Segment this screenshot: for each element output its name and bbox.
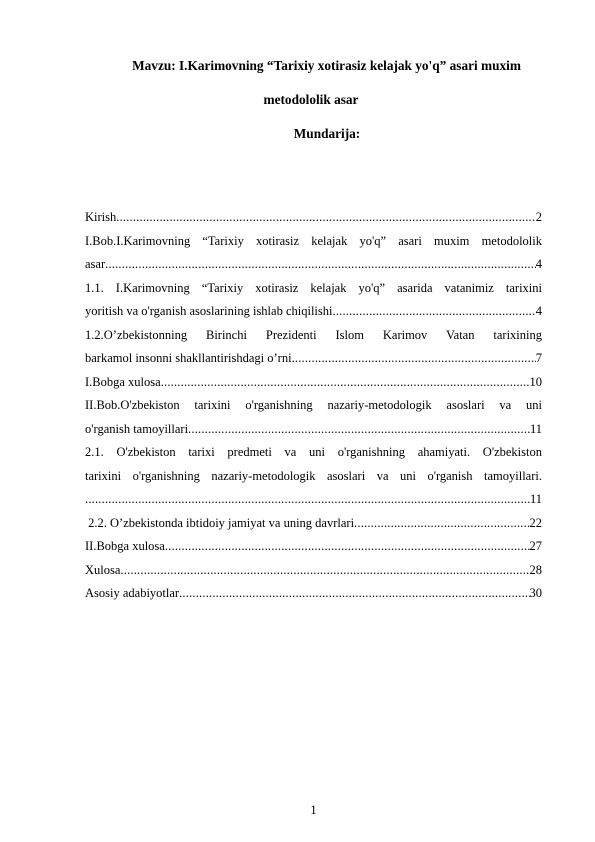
- toc-entry-kirish[interactable]: [85, 206, 542, 230]
- toc-entry-chapter-2[interactable]: [85, 418, 542, 442]
- toc-entry-section-1-2[interactable]: [85, 347, 542, 371]
- toc-leader-dots: [292, 347, 536, 371]
- toc-page-number: 30: [529, 586, 542, 600]
- toc-entry-section-1-2-line[interactable]: 1.2.O’zbekistonning Birinchi Prezidenti Islom Karimov Vatan tarixining: [85, 327, 542, 342]
- toc-entry-label: o'rganish tamoyillari: [85, 421, 189, 436]
- toc-page-number: 4: [535, 304, 542, 318]
- document-title-line-1: Mavzu: I.Karimovning “Tarixiy xotirasiz kelajak yo'q” asari muxim: [132, 58, 521, 73]
- contents-heading: Mundarija:: [293, 126, 361, 141]
- toc-entry-section-2-1-line[interactable]: 2.1. O'zbekiston tarixi predmeti va uni o'rganishning ahamiyati. O'zbekiston: [85, 445, 542, 459]
- toc-leader-dots: [333, 300, 536, 324]
- toc-leader-dots: [188, 418, 530, 442]
- page-number: 1: [310, 803, 317, 817]
- toc-entry-bibliography[interactable]: [85, 582, 542, 606]
- toc-leader-dots: [85, 488, 530, 512]
- toc-leader-dots: [105, 253, 536, 277]
- toc-leader-dots: [116, 206, 536, 230]
- toc-page-number: 10: [529, 374, 542, 389]
- toc-entry-section-1-1-line[interactable]: 1.1. I.Karimovning “Tarixiy xotirasiz kelajak yo'q” asarida vatanimiz tarixini: [85, 280, 542, 295]
- table-of-contents: [85, 206, 542, 606]
- toc-entry-section-1-1[interactable]: [85, 300, 542, 324]
- toc-entry-chapter-1-conclusion[interactable]: [85, 371, 542, 395]
- document-title-line-2: metodololik asar: [263, 92, 359, 107]
- toc-leader-dots: [120, 559, 529, 583]
- toc-entry-chapter-2-conclusion[interactable]: [85, 535, 542, 559]
- toc-page-number: 28: [529, 562, 542, 577]
- toc-entry-label: Asosiy adabiyotlar: [85, 586, 180, 600]
- toc-entry-section-2-1[interactable]: [85, 488, 542, 512]
- toc-leader-dots: [354, 512, 529, 536]
- toc-page-number: 27: [529, 539, 542, 553]
- toc-page-number: 2: [535, 210, 542, 224]
- toc-entry-chapter-2-line[interactable]: II.Bob.O'zbekiston tarixini o'rganishning nazariy-metodologik asoslari va uni: [85, 398, 542, 412]
- toc-page-number: 4: [535, 257, 542, 271]
- toc-entry-label: 2.2. O’zbekistonda ibtidoiy jamiyat va uning davrlari: [85, 515, 355, 530]
- toc-page-number: 7: [535, 351, 542, 365]
- toc-page-number: 11: [529, 492, 542, 506]
- toc-entry-label: Kirish: [85, 210, 117, 224]
- toc-leader-dots: [161, 371, 530, 395]
- toc-entry-label: barkamol insonni shakllantirishdagi o’rni: [85, 351, 292, 365]
- toc-entry-label: yoritish va o'rganish asoslarining ishlab chiqilishi: [85, 304, 333, 318]
- toc-entry-label: II.Bobga xulosa: [85, 539, 165, 553]
- toc-entry-chapter-1-line[interactable]: I.Bob.I.Karimovning “Tarixiy xotirasiz kelajak yo'q” asari muxim metodololik: [85, 233, 542, 248]
- toc-entry-section-2-1-line-2[interactable]: tarixini o'rganishning nazariy-metodologik asoslari va uni o'rganish tamoyillari.: [85, 468, 542, 483]
- toc-entry-chapter-1[interactable]: [85, 253, 542, 277]
- toc-entry-section-2-2[interactable]: [85, 512, 542, 536]
- toc-leader-dots: [165, 535, 530, 559]
- toc-entry-label: I.Bobga xulosa: [85, 374, 161, 389]
- toc-entry-label: Xulosa: [85, 562, 121, 577]
- toc-page-number: 11: [529, 421, 542, 436]
- toc-entry-label: asar: [85, 257, 106, 271]
- toc-entry-conclusion[interactable]: [85, 559, 542, 583]
- toc-leader-dots: [179, 582, 529, 606]
- toc-page-number: 22: [529, 515, 542, 530]
